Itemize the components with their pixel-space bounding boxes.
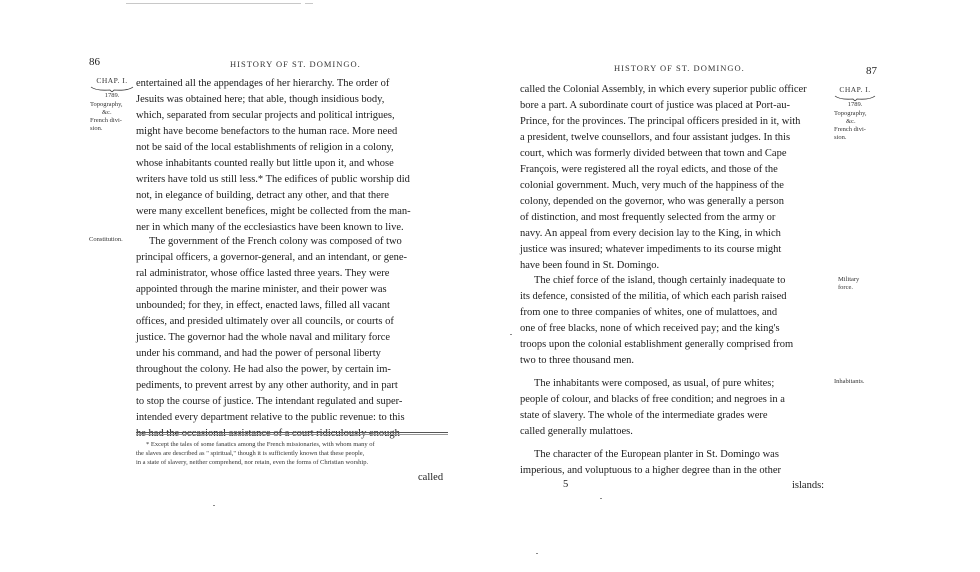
scan-speck (213, 505, 215, 506)
text-line: The inhabitants were composed, as usual, of pure whites; (534, 378, 775, 389)
text-line: Prince, for the provinces. The principal officers presided in it, with (520, 116, 801, 127)
text-line: people of colour, and blacks of free condition; and negroes in a (520, 394, 785, 405)
text-line: court, which was formerly divided between that town and Cape (520, 148, 787, 159)
right-margin-military (838, 276, 859, 292)
text-line: were many excellent benefices, might be collected from the man- (136, 206, 411, 217)
text-line: of distinction, and most frequently selected from the army or (520, 212, 776, 223)
text-line: have been found in St. Domingo. (520, 260, 660, 271)
text-line: Jesuits was obtained here; that able, though insidious body, (136, 94, 385, 105)
text-line: The chief force of the island, though certainly inadequate to (534, 275, 786, 286)
text-line: navy. An appeal from every decision lay to the King, in which (520, 228, 781, 239)
text-line: not be said of the local establishments of religion in a colony, (136, 142, 394, 153)
right-page-number: 87 (866, 65, 877, 77)
text-line: colonial government. Much, very much of the happiness of the (520, 180, 784, 191)
text-line: bore a part. A subordinate court of justice was placed at Port-au- (520, 100, 790, 111)
left-margin-constitution: Constitution. (89, 236, 123, 243)
text-line: which, separated from secular projects and political intrigues, (136, 110, 395, 121)
right-margin-topic-4: sion. (834, 134, 847, 141)
text-line: might have become benefactors to the human race. More need (136, 126, 398, 137)
right-margin-topic-3: French divi- (834, 126, 866, 133)
left-running-head: HISTORY OF ST. DOMINGO. (230, 59, 361, 69)
left-margin-chapter (90, 77, 134, 133)
right-margin-military-2: force. (838, 284, 853, 291)
text-line: from one to three companies of whites, one of mulattoes, and (520, 307, 778, 318)
right-margin-inhabitants: Inhabitants. (834, 378, 865, 385)
left-margin-year: 1789. (104, 92, 120, 99)
left-chap-label: CHAP. I. (96, 76, 128, 85)
text-line: not, in elegance of building, detract any other, and that there (136, 190, 389, 201)
text-line: François, were registered all the royal edicts, and those of the (520, 164, 778, 175)
left-margin-topic-3: French divi- (90, 117, 122, 124)
right-margin-year: 1789. (847, 101, 863, 108)
text-line: imperious, and voluptuous to a higher degree than in the other (520, 465, 781, 476)
text-line: one of free blacks, none of which received pay; and the king's (520, 323, 780, 334)
right-margin-topic-1: Topography, (834, 110, 867, 117)
scan-speck (510, 334, 512, 335)
left-page-number: 86 (89, 56, 100, 68)
text-line: called generally mulattoes. (520, 426, 633, 437)
scan-speck (600, 498, 602, 499)
left-margin-topic-1: Topography, (90, 101, 123, 108)
text-line: colony, depended on the governor, who was generally a person (520, 196, 784, 207)
right-chap-label: CHAP. I. (839, 85, 871, 94)
text-line: ner in which many of the ecclesiastics have been known to live. (136, 222, 404, 233)
text-line: justice. The governor had the whole naval and military force (136, 332, 391, 343)
text-line: a president, twelve counsellors, and four assistant judges. In this (520, 132, 791, 143)
right-margin-topic-2: &c. (846, 118, 856, 125)
text-line: entertained all the appendages of her hierarchy. The order of (136, 78, 390, 89)
text-line: writers have told us still less.* The edifices of public worship did (136, 174, 410, 185)
footnote-line: in a state of slavery, neither comprehend, nor retain, even the forms of Christian worship. (136, 459, 369, 466)
text-line: ral administrator, whose office lasted three years. They were (136, 268, 390, 279)
text-line: throughout the colony. He had also the power, by certain im- (136, 364, 391, 375)
text-line: state of slavery. The whole of the intermediate grades were (520, 410, 768, 421)
text-line: appointed through the marine minister, and their power was (136, 284, 387, 295)
right-margin-chapter (834, 86, 876, 142)
signature-mark: 5 (563, 479, 569, 490)
text-line: to stop the course of justice. The intendant regulated and super- (136, 396, 403, 407)
text-line: intended every department relative to the public revenue: to this (136, 412, 405, 423)
right-running-head: HISTORY OF ST. DOMINGO. (614, 63, 745, 73)
scan-edge-line (126, 3, 301, 4)
text-line: pediments, to prevent arrest by any other authority, and in part (136, 380, 398, 391)
left-catchword: called (418, 472, 444, 483)
text-line: its defence, consisted of the militia, of which each parish raised (520, 291, 787, 302)
scan-edge-mark (305, 3, 313, 4)
text-line: justice was insured; whatever impediments to its course might (520, 244, 782, 255)
text-line: The character of the European planter in St. Domingo was (534, 449, 779, 460)
footnote-line: * Except the tales of some fanatics among the French missionaries, with whom many of (146, 441, 375, 448)
right-margin-military-1: Military (838, 276, 860, 283)
left-margin-topic-4: sion. (90, 125, 103, 132)
scan-speck (536, 553, 538, 554)
text-line: two to three thousand men. (520, 355, 635, 366)
text-line: unbounded; for they, in effect, enacted laws, filled all vacant (136, 300, 390, 311)
footnote-line: the slaves are described as " spiritual," though it is sufficiently known that these people, (136, 450, 365, 457)
text-line: whose inhabitants counted really but little upon it, and whose (136, 158, 394, 169)
text-line: troops upon the colonial establishment generally comprised from (520, 339, 794, 350)
text-line: The government of the French colony was composed of two (149, 236, 402, 247)
text-line: principal officers, a governor-general, and an intendant, or gene- (136, 252, 408, 263)
text-line: offices, and presided ultimately over all councils, or courts of (136, 316, 394, 327)
right-catchword: islands: (792, 480, 825, 491)
text-line: under his command, and had the power of personal liberty (136, 348, 381, 359)
left-margin-topic-2: &c. (102, 109, 112, 116)
footnote-rule (136, 432, 448, 433)
footnote-rule-shadow (136, 434, 448, 435)
text-line: called the Colonial Assembly, in which every superior public officer (520, 84, 807, 95)
